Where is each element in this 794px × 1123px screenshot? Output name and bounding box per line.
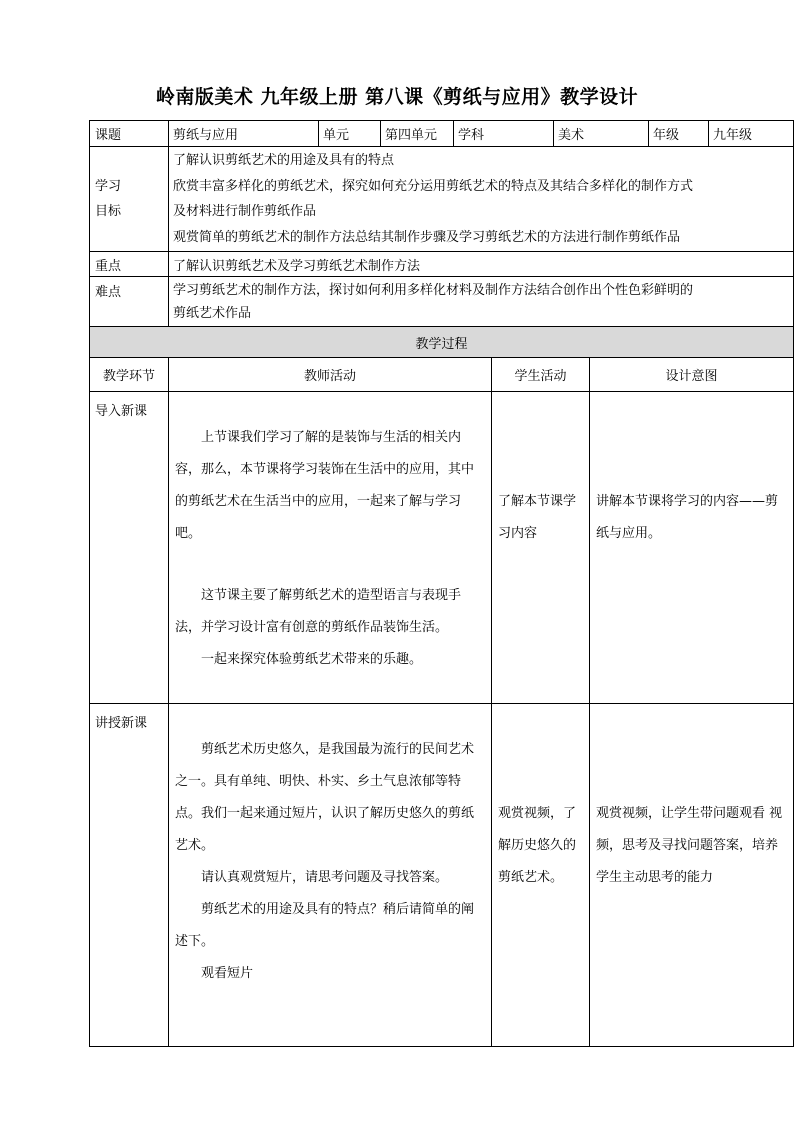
objective-line: 了解认识剪纸艺术的用途及具有的特点 [173,153,395,168]
teacher-paragraph: 剪纸艺术历史悠久，是我国最为流行的民间艺术之一。具有单纯、明快、朴实、乡土气息浓郁等特点。我们一起来通过短片，认识了解历史悠久的剪纸艺术。 [175,742,475,853]
difficulty-row [90,277,794,327]
grade-label: 年级 [649,121,709,147]
subject-label: 学科 [454,121,554,147]
design-intent: 讲解本节课将学习的内容——剪纸与应用。 [590,392,794,704]
difficulty-line: 学习剪纸艺术的制作方法，探讨如何利用多样化材料及制作方法结合创作出个性色彩鲜明的 [173,282,694,298]
teacher-paragraph: 上节课我们学习了解的是装饰与生活的相关内容，那么，本节课将学习装饰在生活中的应用，其中的剪纸艺术在生活当中的应用，一起来了解与学习吧。 [175,430,475,541]
unit-label: 单元 [319,121,381,147]
stage-row-new-lesson [90,704,794,1047]
stage-name: 讲授新课 [90,704,169,1047]
col-header-stage: 教学环节 [90,358,169,392]
objectives-label [90,147,169,252]
teacher-paragraph: 请认真观赏短片，请思考问题及寻找答案。 [201,870,449,885]
info-row [90,121,794,147]
col-header-teacher: 教师活动 [169,358,492,392]
objective-line: 及材料进行制作剪纸作品 [173,204,317,219]
stage-name: 导入新课 [90,392,169,704]
objectives-content [169,147,794,252]
lesson-plan-table [89,120,794,1047]
process-title-row [90,327,794,358]
col-header-intent: 设计意图 [590,358,794,392]
teacher-paragraph: 观看短片 [201,966,254,981]
subject-value: 美术 [554,121,649,147]
stage-row-intro [90,392,794,704]
grade-value: 九年级 [709,121,794,147]
design-intent: 观赏视频，让学生带问题观看 视频，思考及寻找问题答案，培养学生主动思考的能力 [590,704,794,1047]
unit-value: 第四单元 [381,121,454,147]
teacher-paragraph: 剪纸艺术的用途及具有的特点？稍后请简单的阐述下。 [175,902,475,949]
objective-line: 观赏简单的剪纸艺术的制作方法总结其制作步骤及学习剪纸艺术的方法进行制作剪纸作品 [173,229,681,245]
objectives-label-line1: 学习 [95,179,122,194]
objective-line: 欣赏丰富多样化的剪纸艺术，探究如何充分运用剪纸艺术的特点及其结合多样化的制作方式 [173,178,694,194]
topic-value: 剪纸与应用 [169,121,319,147]
topic-label: 课题 [90,121,169,147]
difficulty-label: 难点 [90,277,169,327]
column-header-row [90,358,794,392]
key-point-row [90,252,794,277]
teacher-activity [169,392,492,704]
process-title: 教学过程 [90,327,794,358]
student-activity: 了解本节课学习内容 [492,392,590,704]
page-title: 岭南版美术 九年级上册 第八课《剪纸与应用》教学设计 [155,86,639,108]
col-header-student: 学生活动 [492,358,590,392]
student-activity: 观赏视频，了解历史悠久的剪纸艺术。 [492,704,590,1047]
teacher-activity [169,704,492,1047]
key-point-label: 重点 [90,252,169,277]
difficulty-line: 剪纸艺术作品 [173,305,252,321]
objectives-label-line2: 目标 [95,204,122,219]
objectives-row [90,147,794,252]
key-point-text: 了解认识剪纸艺术及学习剪纸艺术制作方法 [169,252,794,277]
difficulty-content [169,277,794,327]
teacher-paragraph: 这节课主要了解剪纸艺术的造型语言与表现手法，并学习设计富有创意的剪纸作品装饰生活。 [175,588,462,635]
teacher-paragraph: 一起来探究体验剪纸艺术带来的乐趣。 [201,652,423,667]
